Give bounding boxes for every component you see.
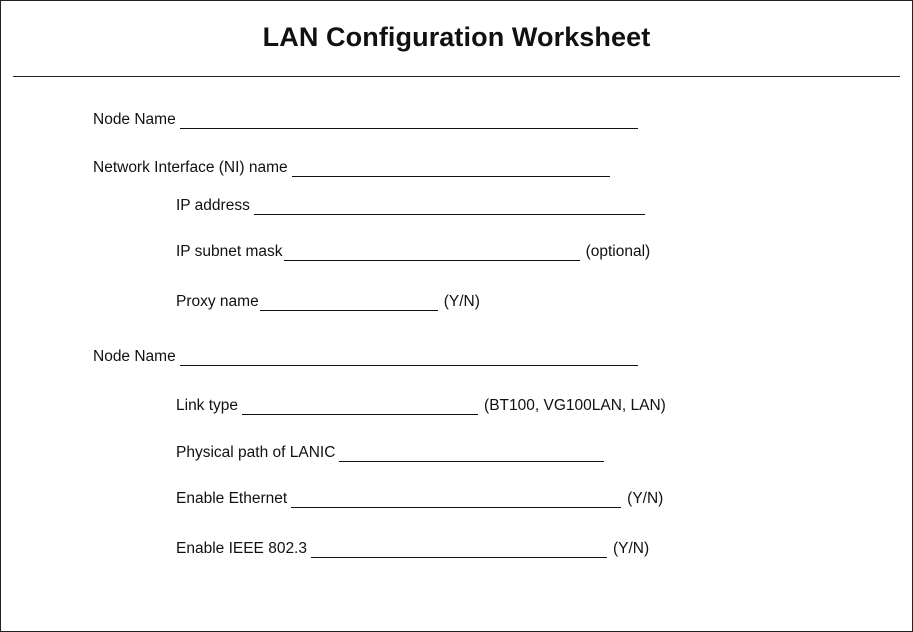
proxy-name-suffix: (Y/N)	[443, 293, 480, 310]
field-physical-path	[176, 444, 604, 462]
field-subnet-mask	[176, 243, 650, 261]
enable-ethernet-label: Enable Ethernet	[176, 490, 288, 507]
link-type-blank[interactable]	[242, 400, 478, 415]
enable-ieee-blank[interactable]	[311, 543, 607, 558]
field-enable-ieee	[176, 540, 649, 558]
ni-name-blank[interactable]	[292, 162, 610, 177]
node-name-label: Node Name	[93, 111, 176, 128]
title-divider	[13, 76, 900, 77]
field-ip-address	[176, 197, 645, 215]
field-ni-name	[93, 159, 610, 177]
ip-address-label: IP address	[176, 197, 250, 214]
proxy-name-label: Proxy name	[176, 293, 259, 310]
subnet-mask-label: IP subnet mask	[176, 243, 283, 260]
link-type-suffix: (BT100, VG100LAN, LAN)	[484, 397, 666, 414]
enable-ieee-label: Enable IEEE 802.3	[176, 540, 307, 557]
node-name-blank[interactable]	[180, 351, 638, 366]
enable-ethernet-blank[interactable]	[291, 493, 621, 508]
node-name-label: Node Name	[93, 348, 176, 365]
field-node-name-2	[93, 348, 638, 366]
ni-name-label: Network Interface (NI) name	[93, 159, 288, 176]
link-type-label: Link type	[176, 397, 239, 414]
field-node-name-1	[93, 111, 638, 129]
enable-ethernet-suffix: (Y/N)	[627, 490, 664, 507]
field-link-type	[176, 397, 666, 415]
field-enable-ethernet	[176, 490, 663, 508]
proxy-name-blank[interactable]	[260, 296, 438, 311]
subnet-mask-suffix: (optional)	[585, 243, 651, 260]
field-proxy-name	[176, 293, 480, 311]
subnet-mask-blank[interactable]	[284, 246, 580, 261]
physical-path-blank[interactable]	[339, 447, 604, 462]
node-name-blank[interactable]	[180, 114, 638, 129]
ip-address-blank[interactable]	[254, 200, 645, 215]
physical-path-label: Physical path of LANIC	[176, 444, 336, 461]
enable-ieee-suffix: (Y/N)	[613, 540, 650, 557]
worksheet-title: LAN Configuration Worksheet	[262, 22, 651, 52]
